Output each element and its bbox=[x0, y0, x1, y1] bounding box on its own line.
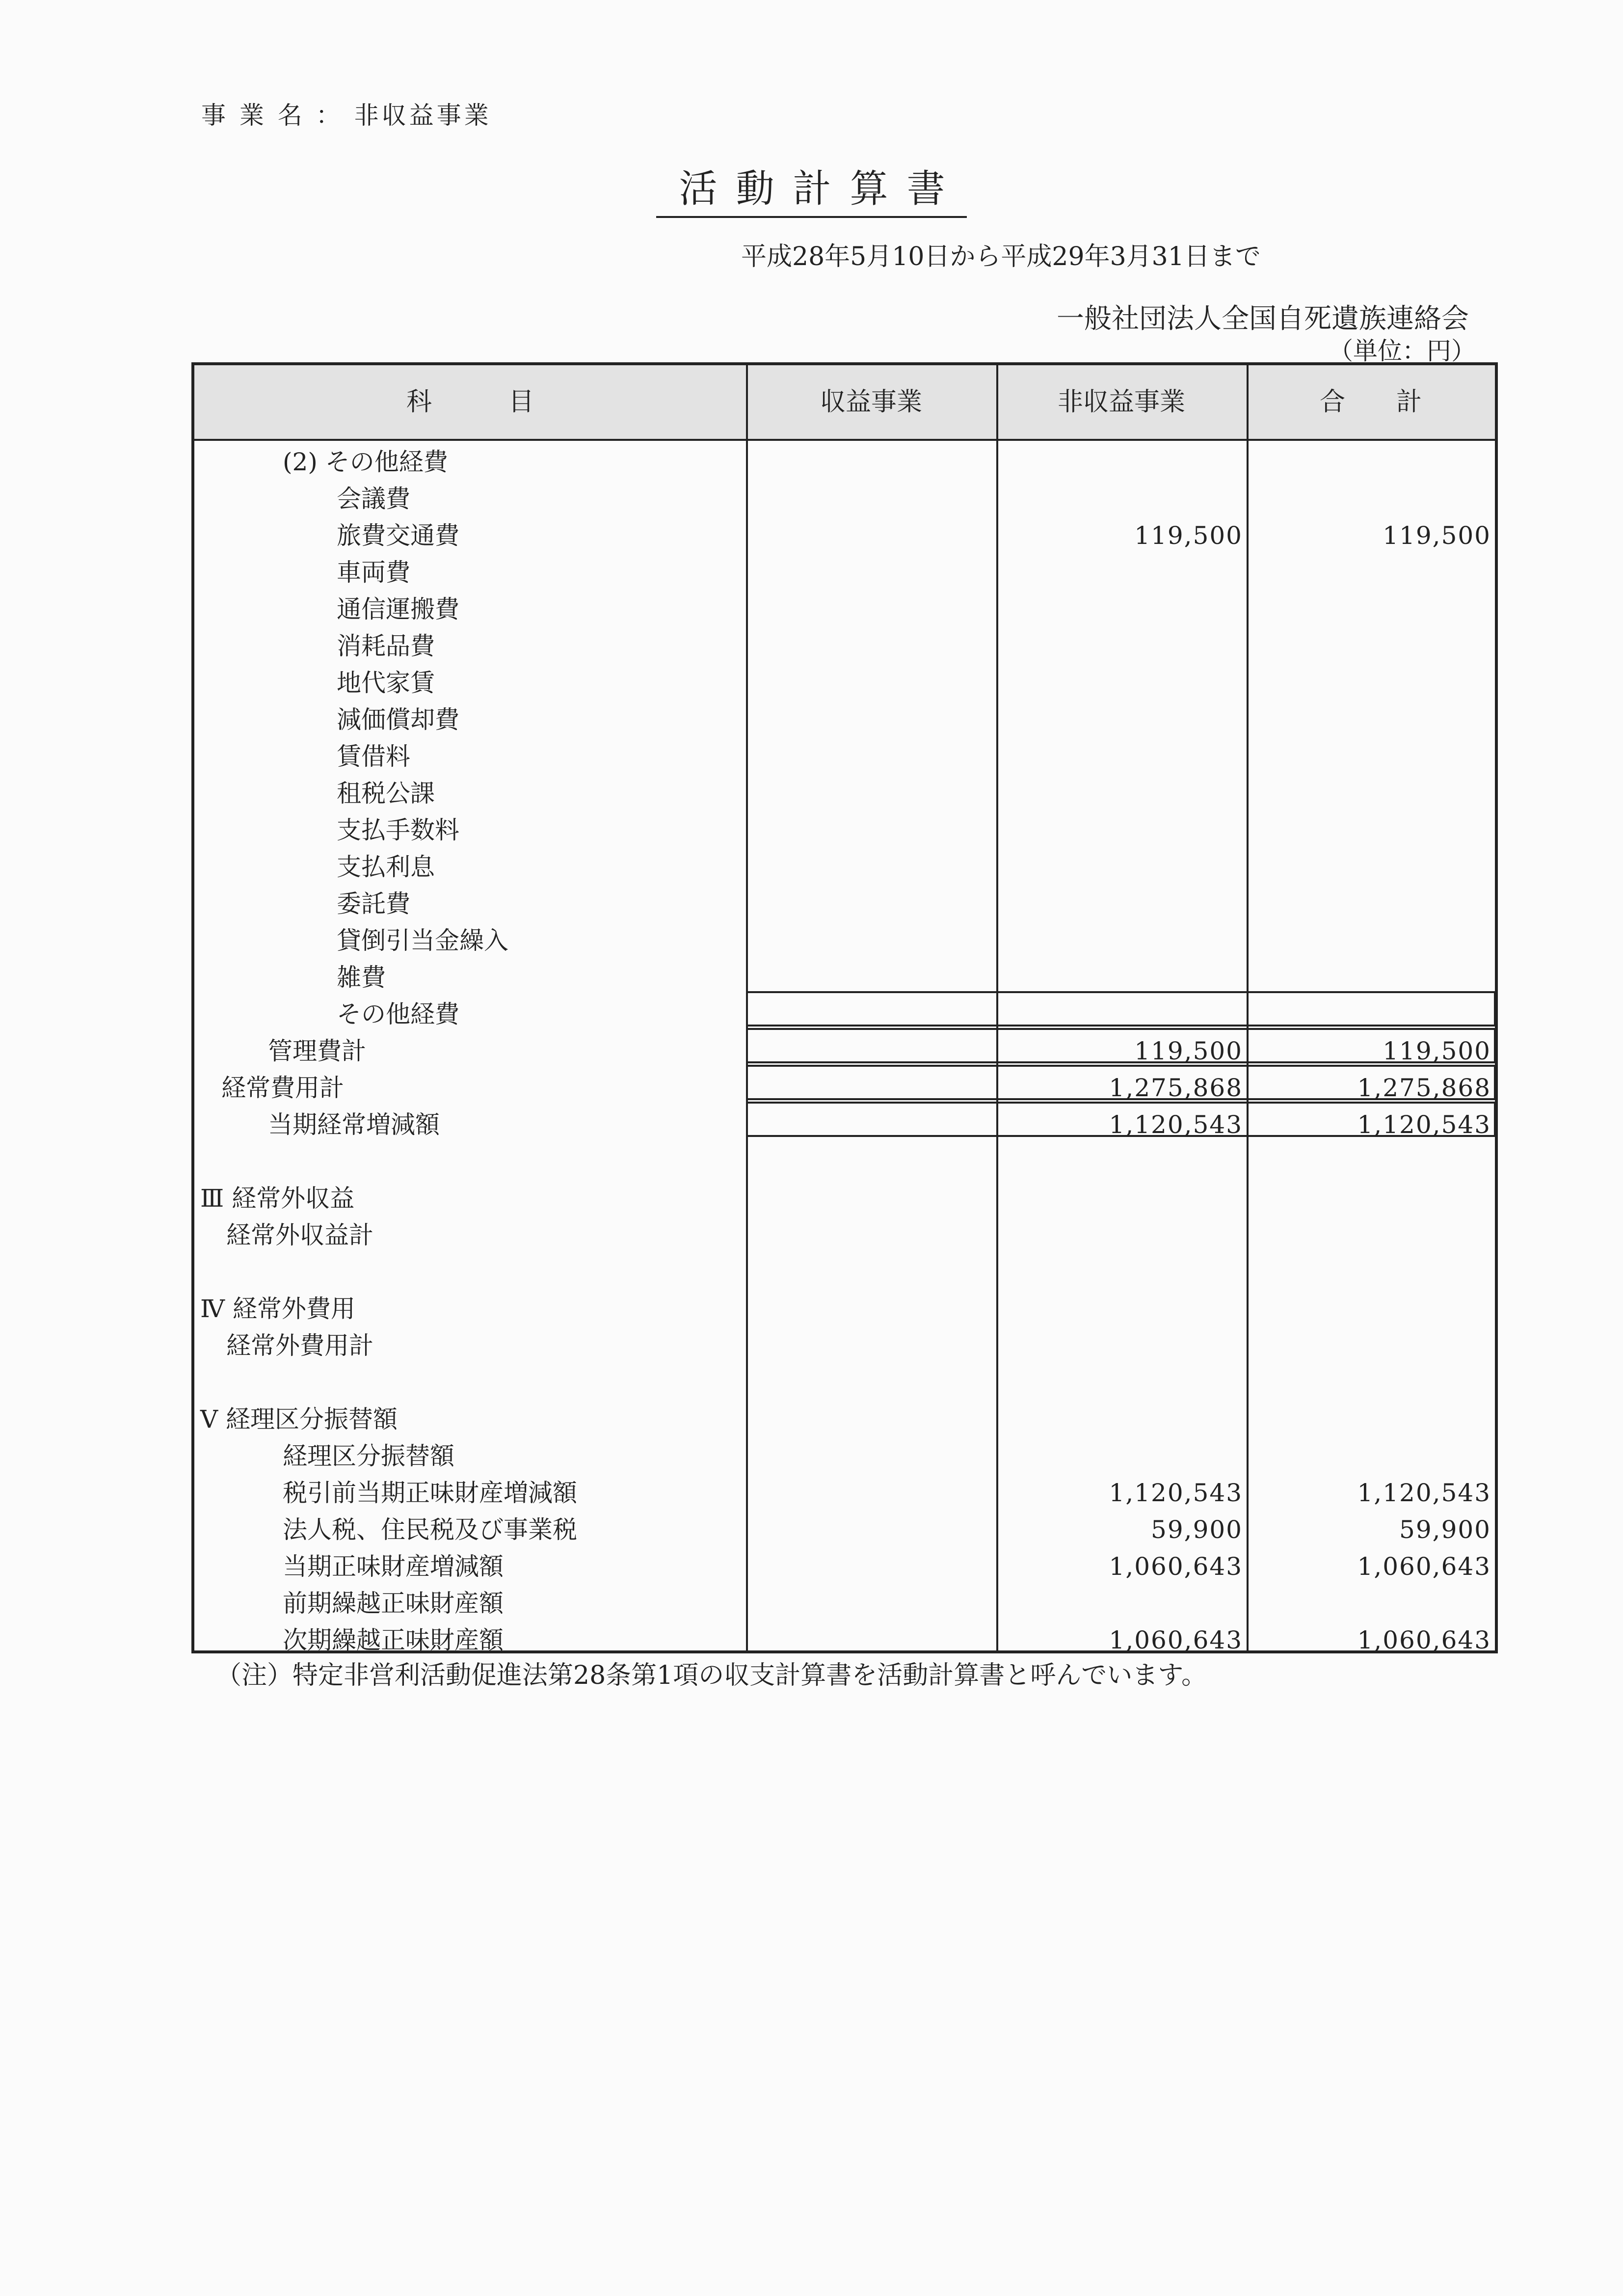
row-label: その他経費 bbox=[337, 1000, 459, 1028]
row-label: 経常外費用計 bbox=[226, 1331, 373, 1360]
row-label: 通信運搬費 bbox=[337, 595, 459, 623]
table-row bbox=[194, 1622, 1495, 1659]
nonprofit-amount: 59,900 bbox=[1151, 1515, 1243, 1544]
document-title bbox=[0, 158, 1623, 213]
table-row bbox=[194, 1364, 1495, 1401]
row-label: 管理費計 bbox=[268, 1037, 366, 1065]
nonprofit-amount: 1,060,643 bbox=[1109, 1626, 1243, 1654]
total-amount: 119,500 bbox=[1383, 1037, 1491, 1065]
nonprofit-amount: 119,500 bbox=[1134, 521, 1243, 550]
table-header bbox=[194, 365, 1495, 441]
column-header-profit: 収益事業 bbox=[820, 387, 922, 417]
table-row bbox=[194, 849, 1495, 886]
table-row bbox=[194, 1291, 1495, 1327]
table-row bbox=[194, 665, 1495, 702]
table-row bbox=[194, 1217, 1495, 1254]
table-row bbox=[194, 628, 1495, 665]
row-label: 車両費 bbox=[337, 558, 410, 587]
document-title-text: 活動計算書 bbox=[656, 167, 966, 218]
column-header-nonprofit: 非収益事業 bbox=[1057, 387, 1185, 417]
row-label: 租税公課 bbox=[337, 779, 435, 808]
row-label: (2) その他経費 bbox=[283, 448, 448, 476]
total-amount: 1,275,868 bbox=[1357, 1074, 1491, 1102]
row-label: 地代家賃 bbox=[337, 669, 435, 697]
table-row bbox=[194, 591, 1495, 628]
row-label: 消耗品費 bbox=[337, 632, 435, 660]
row-label: Ⅴ 経理区分振替額 bbox=[200, 1405, 398, 1433]
nonprofit-amount: 1,120,543 bbox=[1109, 1479, 1243, 1507]
table-row bbox=[194, 1548, 1495, 1585]
table-row bbox=[194, 554, 1495, 591]
column-header-total: 合 計 bbox=[1319, 387, 1422, 417]
nonprofit-amount: 1,060,643 bbox=[1109, 1552, 1243, 1581]
table-row bbox=[194, 444, 1495, 481]
row-label: 委託費 bbox=[337, 890, 410, 918]
row-label: 法人税、住民税及び事業税 bbox=[283, 1515, 577, 1544]
footnote: （注）特定非営利活動促進法第28条第1項の収支計算書を活動計算書と呼んでいます。 bbox=[216, 1661, 1207, 1690]
table-row bbox=[194, 517, 1495, 554]
table-row bbox=[194, 1327, 1495, 1364]
table-row bbox=[194, 1254, 1495, 1291]
total-amount: 1,060,643 bbox=[1357, 1626, 1491, 1654]
table-row bbox=[194, 1143, 1495, 1180]
row-label: 当期経常増減額 bbox=[268, 1110, 440, 1139]
row-label: 経理区分振替額 bbox=[283, 1442, 454, 1470]
table-row bbox=[194, 702, 1495, 738]
table-row bbox=[194, 886, 1495, 922]
row-label: 減価償却費 bbox=[337, 705, 459, 734]
row-label: 前期繰越正味財産額 bbox=[283, 1589, 504, 1618]
table-row bbox=[194, 1401, 1495, 1438]
row-label: 会議費 bbox=[337, 485, 410, 513]
table-row bbox=[194, 481, 1495, 517]
total-amount: 59,900 bbox=[1399, 1515, 1491, 1544]
table-row bbox=[194, 1033, 1495, 1070]
table-row bbox=[194, 959, 1495, 996]
table-row bbox=[194, 738, 1495, 775]
table-row bbox=[194, 1585, 1495, 1622]
row-label: 税引前当期正味財産増減額 bbox=[283, 1479, 577, 1507]
total-amount: 1,120,543 bbox=[1357, 1110, 1491, 1139]
table-row bbox=[194, 1180, 1495, 1217]
row-label: 当期正味財産増減額 bbox=[283, 1552, 504, 1581]
row-label: 旅費交通費 bbox=[337, 521, 459, 550]
table-row bbox=[194, 812, 1495, 849]
row-label: 経常費用計 bbox=[221, 1074, 344, 1102]
row-label: 次期繰越正味財産額 bbox=[283, 1626, 504, 1654]
total-amount: 119,500 bbox=[1383, 521, 1491, 550]
row-label: 支払手数料 bbox=[337, 816, 459, 844]
nonprofit-amount: 119,500 bbox=[1134, 1037, 1243, 1065]
table-row bbox=[194, 775, 1495, 812]
row-label: 雑費 bbox=[337, 963, 386, 992]
row-label: 支払利息 bbox=[337, 853, 435, 881]
unit-label: （単位：円） bbox=[1329, 337, 1476, 365]
row-label: 貸倒引当金繰入 bbox=[337, 926, 508, 955]
row-label: Ⅲ 経常外収益 bbox=[200, 1184, 355, 1213]
row-label: 賃借料 bbox=[337, 742, 410, 771]
business-name: 事 業 名 ： 非収益事業 bbox=[201, 101, 492, 130]
table-row bbox=[194, 922, 1495, 959]
organization-name: 一般社団法人全国自死遺族連絡会 bbox=[1057, 303, 1469, 335]
table-row bbox=[194, 1438, 1495, 1475]
table-row bbox=[194, 1107, 1495, 1143]
table-row bbox=[194, 1070, 1495, 1107]
table-row bbox=[194, 1475, 1495, 1512]
nonprofit-amount: 1,120,543 bbox=[1109, 1110, 1243, 1139]
nonprofit-amount: 1,275,868 bbox=[1109, 1074, 1243, 1102]
table-row bbox=[194, 996, 1495, 1033]
total-amount: 1,120,543 bbox=[1357, 1479, 1491, 1507]
period-range: 平成28年5月10日から平成29年3月31日まで bbox=[741, 242, 1261, 271]
total-amount: 1,060,643 bbox=[1357, 1552, 1491, 1581]
row-label: Ⅳ 経常外費用 bbox=[200, 1295, 355, 1323]
table-row bbox=[194, 1512, 1495, 1548]
activity-statement-table bbox=[191, 362, 1498, 1653]
column-header-account: 科 目 bbox=[406, 387, 534, 417]
row-label: 経常外収益計 bbox=[226, 1221, 373, 1249]
